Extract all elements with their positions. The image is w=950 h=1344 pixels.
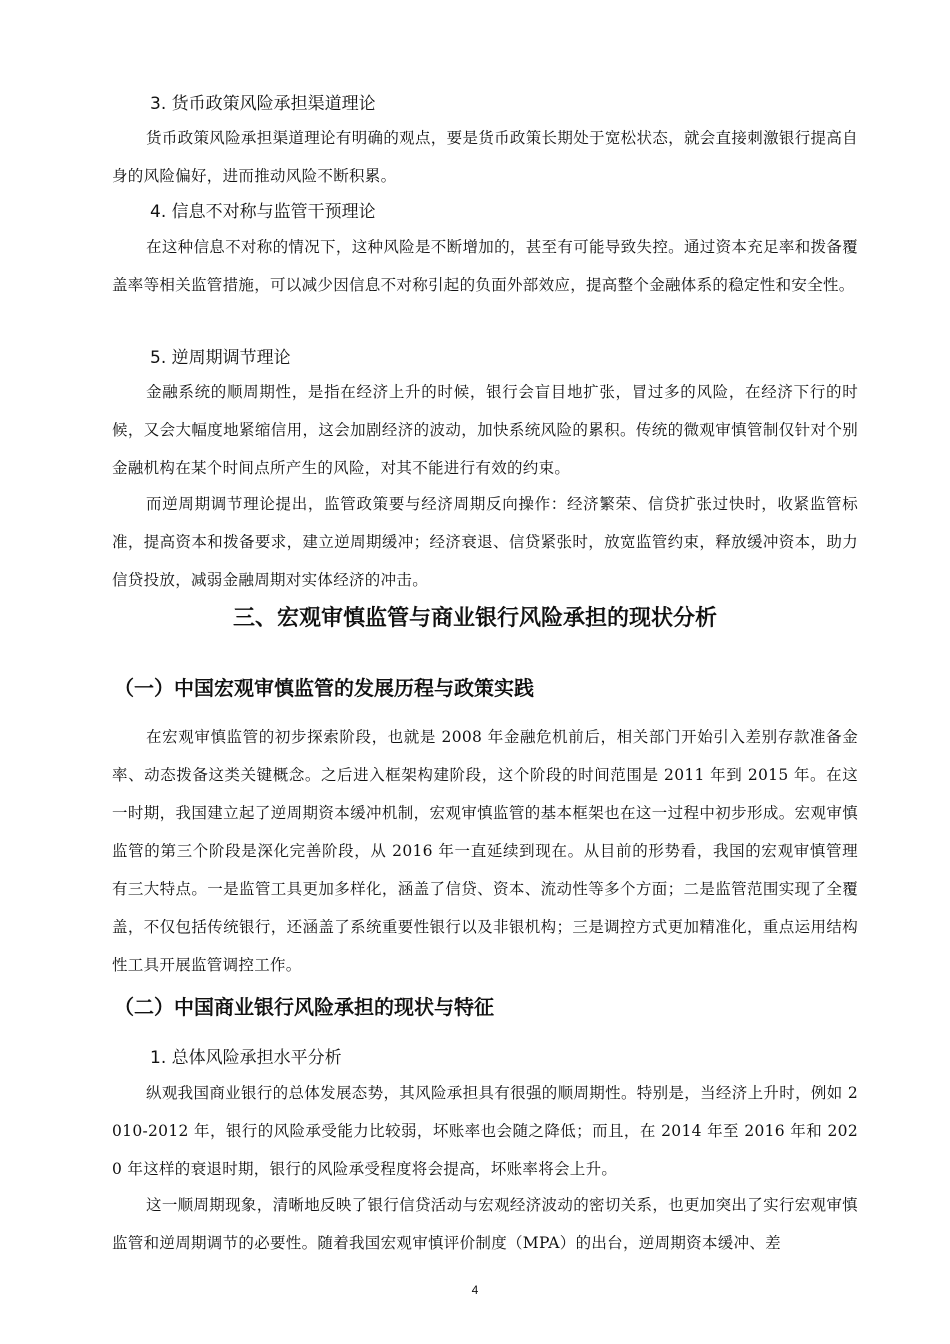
paragraph: 而逆周期调节理论提出，监管政策要与经济周期反向操作：经济繁荣、信贷扩张过快时，收紧监管标准，提高资本和拨备要求，建立逆周期缓冲；经济衰退、信贷紧张时，放宽监管约束，释放缓冲资本，助力信贷投放，减弱金融周期对实体经济的冲击。 — [112, 495, 858, 589]
page-number: 4 — [471, 1283, 479, 1297]
section-heading-1: 1. 总体风险承担水平分析 — [150, 1048, 342, 1068]
paragraph: 金融系统的顺周期性，是指在经济上升的时候，银行会盲目地扩张，冒过多的风险，在经济下行的时候，又会大幅度地紧缩信用，这会加剧经济的波动，加快系统风险的累积。传统的微观审慎管制仅针对个别金融机构在某个时间点所产生的风险，对其不能进行有效的约束。 — [112, 383, 858, 477]
section-heading-5: 5. 逆周期调节理论 — [150, 348, 291, 368]
paragraph: 在这种信息不对称的情况下，这种风险是不断增加的，甚至有可能导致失控。通过资本充足率和拨备覆盖率等相关监管措施，可以减少因信息不对称引起的负面外部效应，提高整个金融体系的稳定性和安全性。 — [112, 238, 858, 294]
chapter-title: 三、宏观审慎监管与商业银行风险承担的现状分析 — [232, 606, 717, 631]
paragraph: 货币政策风险承担渠道理论有明确的观点，要是货币政策长期处于宽松状态，就会直接刺激银行提高自身的风险偏好，进而推动风险不断积累。 — [112, 129, 858, 185]
paragraph: 这一顺周期现象，清晰地反映了银行信贷活动与宏观经济波动的密切关系，也更加突出了实行宏观审慎监管和逆周期调节的必要性。随着我国宏观审慎评价制度（MPA）的出台，逆周期资本缓冲、差 — [112, 1196, 858, 1252]
paragraph: 在宏观审慎监管的初步探索阶段，也就是 2008 年金融危机前后，相关部门开始引入差别存款准备金率、动态拨备这类关键概念。之后进入框架构建阶段，这个阶段的时间范围是 2011 年到 2015 年。在这一时期，我国建立起了逆周期资本缓冲机制，宏观审慎监管的基本框架也在这一过程中初步形成。宏观审慎监管的第三个阶段是深化完善阶段，从 2016 年一直延续到现在。从目前的形势看，我国的宏观审慎管理有三大特点。一是监管工具更加多样化，涵盖了信贷、资本、流动性等多个方面；二是监管范围实现了全覆盖，不仅包括传统银行，还涵盖了系统重要性银行以及非银机构；三是调控方式更加精准化，重点运用结构性工具开展监管调控工作。 — [112, 728, 858, 974]
section-heading-3: 3. 货币政策风险承担渠道理论 — [150, 94, 376, 114]
section-heading-4: 4. 信息不对称与监管干预理论 — [150, 202, 376, 222]
paragraph: 纵观我国商业银行的总体发展态势，其风险承担具有很强的顺周期性。特别是，当经济上升时，例如 2010-2012 年，银行的风险承受能力比较弱，坏账率也会随之降低；而且，在 2014 年至 2016 年和 2020 年这样的衰退时期，银行的风险承受程度将会提高，坏账率将会上升。 — [112, 1084, 858, 1178]
subsection-heading-2: （二）中国商业银行风险承担的现状与特征 — [114, 995, 494, 1019]
subsection-heading-1: （一）中国宏观审慎监管的发展历程与政策实践 — [114, 676, 534, 700]
